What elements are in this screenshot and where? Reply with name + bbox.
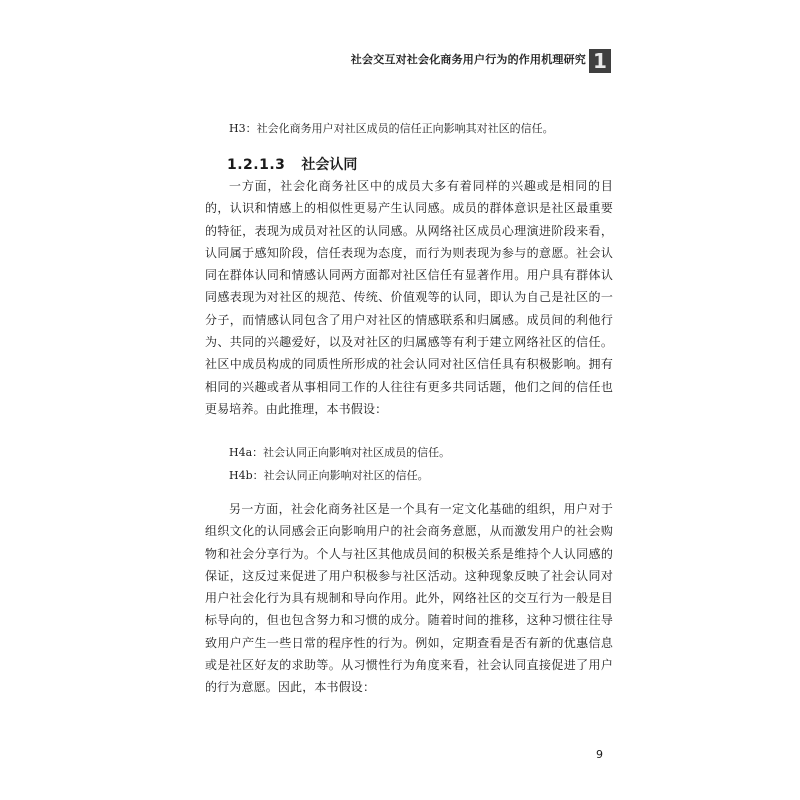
hypothesis-h4b: H4b：社会认同正向影响对社区的信任。	[229, 469, 429, 482]
hypothesis-h4a: H4a：社会认同正向影响对社区成员的信任。	[229, 446, 451, 459]
hypothesis-h3: H3：社会化商务用户对社区成员的信任正向影响其对社区的信任。	[229, 122, 554, 135]
section-title: 社会认同	[301, 157, 358, 173]
chapter-number-badge: 1	[589, 49, 611, 73]
section-number: 1.2.1.3	[227, 157, 286, 173]
paragraph-1: 一方面，社会化商务社区中的成员大多有着同样的兴趣或是相同的目的，认识和情感上的相似性更易产生认同感。成员的群体意识是社区最重要的特征，表现为成员对社区的认同感。从网络社区成员心理演进阶段来看，认同属于感知阶段，信任表现为态度，而行为则表现为参与的意愿。社会认同在群体认同和情感认同两方面都对社区信任有显著作用。用户具有群体认同感表现为对社区的规范、传统、价值观等的认同，即认为自己是社区的一分子，而情感认同包含了用户对社区的情感联系和归属感。成员间的利他行为、共同的兴趣爱好，以及对社区的归属感等有利于建立网络社区的信任。社区中成员构成的同质性所形成的社会认同对社区信任具有积极影响。拥有相同的兴趣或者从事相同工作的人往往有更多共同话题，他们之间的信任也更易培养。由此推理，本书假设：	[205, 179, 613, 416]
section-heading	[227, 154, 357, 174]
running-header	[0, 49, 800, 73]
paragraph-2: 另一方面，社会化商务社区是一个具有一定文化基础的组织，用户对于组织文化的认同感会正向影响用户的社会商务意愿，从而激发用户的社会购物和社会分享行为。个人与社区其他成员间的积极关系是维持个人认同感的保证，这反过来促进了用户积极参与社区活动。这种现象反映了社会认同对用户社会化行为具有规制和导向作用。此外，网络社区的交互行为一般是目标导向的，但也包含努力和习惯的成分。随着时间的推移，这种习惯往往导致用户产生一些日常的程序性的行为。例如，定期查看是否有新的优惠信息或是社区好友的求助等。从习惯性行为角度来看，社会认同直接促进了用户的行为意愿。因此，本书假设：	[205, 502, 613, 695]
page-number: 9	[596, 748, 603, 761]
running-title: 社会交互对社会化商务用户行为的作用机理研究	[350, 53, 586, 66]
